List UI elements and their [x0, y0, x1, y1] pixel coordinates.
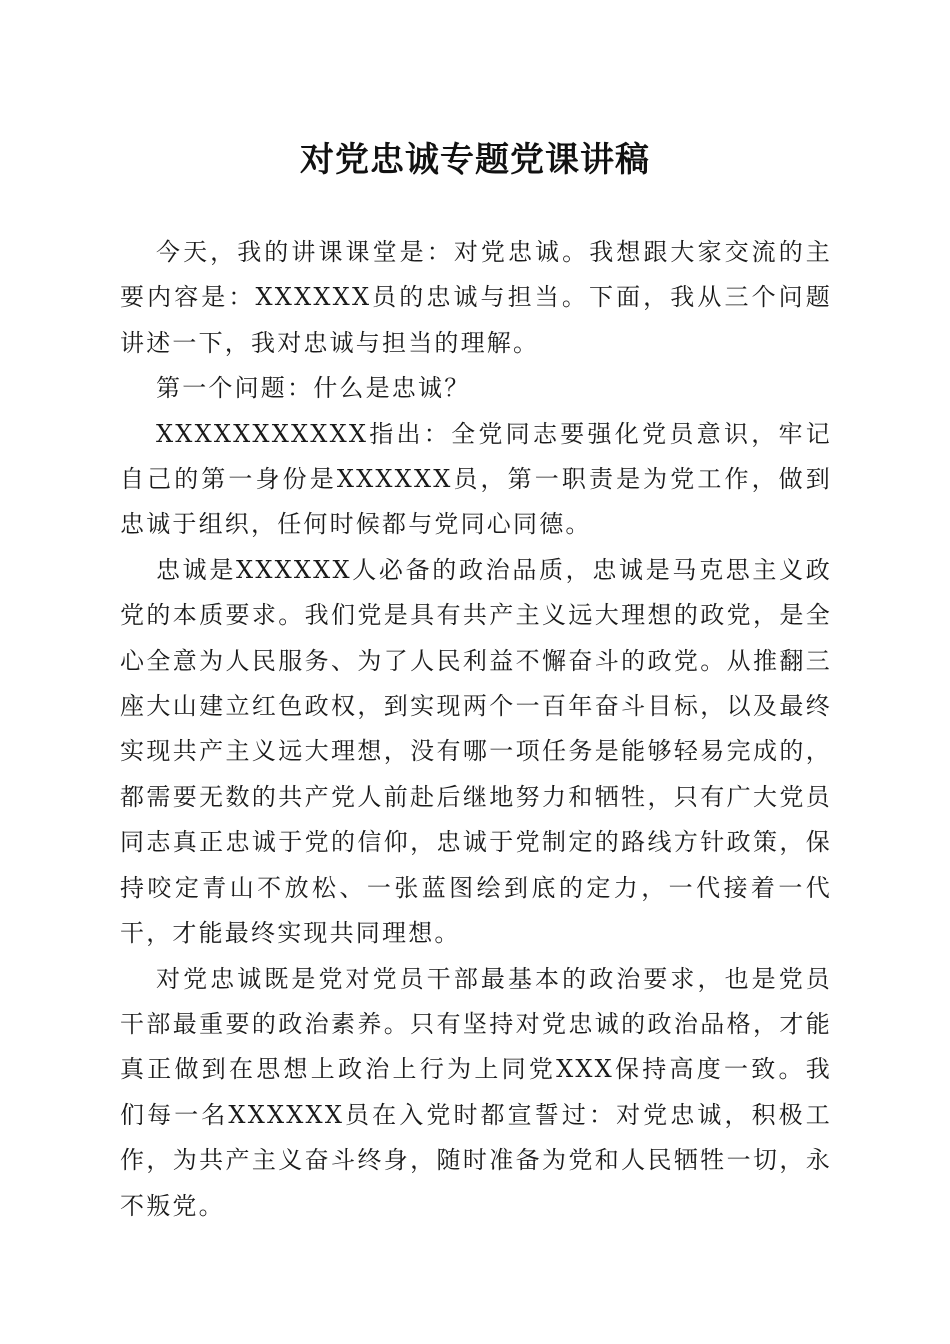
paragraph-intro: 今天，我的讲课课堂是：对党忠诚。我想跟大家交流的主要内容是：XXXXXX员的忠诚与担当。下面，我从三个问题讲述一下，我对忠诚与担当的理解。: [120, 238, 832, 357]
section-heading-first-question: 第一个问题：什么是忠诚？: [156, 374, 471, 403]
paragraph-loyalty-quality: 忠诚是XXXXXX人必备的政治品质，忠诚是马克思主义政党的本质要求。我们党是具有共产主义远大理想的政党，是全心全意为人民服务、为了人民利益不懈奋斗的政党。从推翻三座大山建立红色政权，到实现两个一百年奋斗目标，以及最终实现共产主义远大理想，没有哪一项任务是能够轻易完成的，都需要无数的共产党人前赴后继地努力和牺牲，只有广大党员同志真正忠诚于党的信仰，忠诚于党制定的路线方针政策，保持咬定青山不放松、一张蓝图绘到底的定力，一代接着一代干，才能最终实现共同理想。: [120, 555, 832, 948]
paragraph-political-requirement: 对党忠诚既是党对党员干部最基本的政治要求，也是党员干部最重要的政治素养。只有坚持对党忠诚的政治品格，才能真正做到在思想上政治上行为上同党XXX保持高度一致。我们每一名XXXXXX员在入党时都宣誓过：对党忠诚，积极工作，为共产主义奋斗终身，随时准备为党和人民牺牲一切，永不叛党。: [120, 964, 832, 1220]
document-title: 对党忠诚专题党课讲稿: [300, 140, 650, 180]
document-body: [120, 230, 832, 1229]
paragraph-quote: XXXXXXXXXXX指出：全党同志要强化党员意识，牢记自己的第一身份是XXXXXX员，第一职责是为党工作，做到忠诚于组织，任何时候都与党同心同德。: [120, 419, 832, 539]
